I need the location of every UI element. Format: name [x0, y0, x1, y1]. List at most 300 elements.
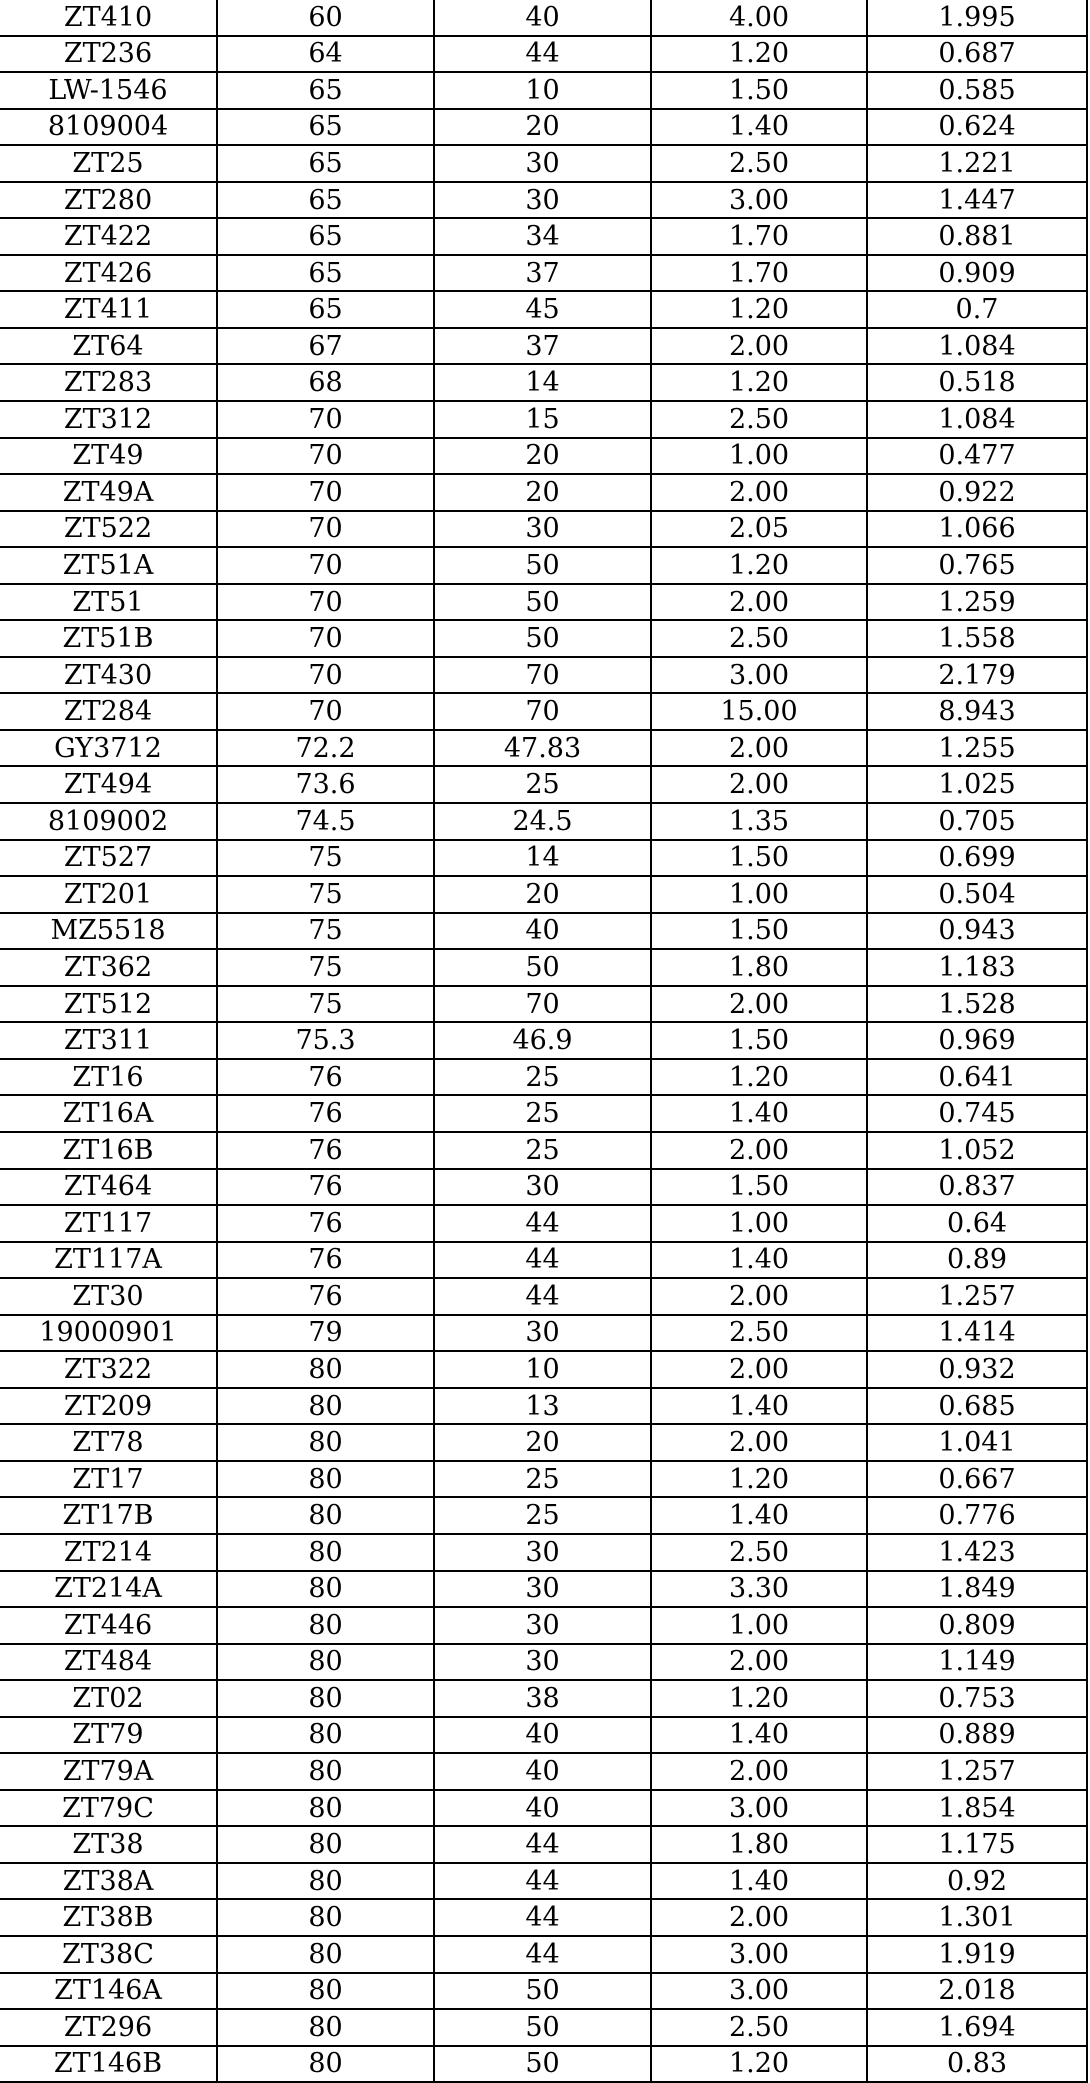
part-number-cell: ZT64: [0, 328, 217, 365]
table-row: [0, 1790, 1087, 1827]
dimension-a-cell: 70: [217, 657, 434, 694]
table-row: [0, 364, 1087, 401]
dimension-a-cell: 70: [217, 547, 434, 584]
thickness-cell: 1.20: [651, 2046, 867, 2083]
table-row: [0, 511, 1087, 548]
part-number-cell: ZT522: [0, 511, 217, 548]
table-row: [0, 1973, 1087, 2010]
dimension-a-cell: 70: [217, 693, 434, 730]
weight-cell: 1.919: [867, 1936, 1087, 1973]
table-row: [0, 693, 1087, 730]
table-row: [0, 1607, 1087, 1644]
table-row: [0, 401, 1087, 438]
table-row: [0, 986, 1087, 1023]
dimension-b-cell: 40: [434, 1753, 651, 1790]
thickness-cell: 1.40: [651, 1863, 867, 1900]
part-number-cell: ZT527: [0, 840, 217, 877]
dimension-a-cell: 65: [217, 218, 434, 255]
dimension-a-cell: 70: [217, 438, 434, 475]
weight-cell: 1.995: [867, 0, 1087, 36]
weight-cell: 1.259: [867, 584, 1087, 621]
thickness-cell: 1.40: [651, 1497, 867, 1534]
table-row: [0, 730, 1087, 767]
weight-cell: 1.084: [867, 328, 1087, 365]
dimension-b-cell: 70: [434, 986, 651, 1023]
dimension-b-cell: 25: [434, 1132, 651, 1169]
weight-cell: 1.849: [867, 1571, 1087, 1608]
dimension-b-cell: 70: [434, 657, 651, 694]
dimension-b-cell: 14: [434, 840, 651, 877]
weight-cell: 1.558: [867, 620, 1087, 657]
part-number-cell: ZT430: [0, 657, 217, 694]
weight-cell: 0.745: [867, 1095, 1087, 1132]
dimension-a-cell: 80: [217, 1973, 434, 2010]
dimension-b-cell: 40: [434, 1717, 651, 1754]
part-number-cell: ZT422: [0, 218, 217, 255]
weight-cell: 0.504: [867, 876, 1087, 913]
thickness-cell: 3.00: [651, 1973, 867, 2010]
thickness-cell: 1.20: [651, 547, 867, 584]
dimension-a-cell: 80: [217, 1717, 434, 1754]
table-row: [0, 1132, 1087, 1169]
table-row: [0, 1936, 1087, 1973]
weight-cell: 0.641: [867, 1059, 1087, 1096]
part-number-cell: ZT51B: [0, 620, 217, 657]
weight-cell: 0.685: [867, 1388, 1087, 1425]
table-row: [0, 1242, 1087, 1279]
table-row: [0, 1899, 1087, 1936]
dimension-b-cell: 30: [434, 1169, 651, 1206]
weight-cell: 1.175: [867, 1826, 1087, 1863]
thickness-cell: 4.00: [651, 0, 867, 36]
dimension-a-cell: 80: [217, 2009, 434, 2046]
part-number-cell: ZT146B: [0, 2046, 217, 2083]
dimension-b-cell: 30: [434, 145, 651, 182]
table-row: [0, 474, 1087, 511]
part-number-cell: ZT78: [0, 1424, 217, 1461]
part-number-cell: 8109002: [0, 803, 217, 840]
dimension-b-cell: 44: [434, 1205, 651, 1242]
part-number-cell: ZT284: [0, 693, 217, 730]
dimension-a-cell: 76: [217, 1169, 434, 1206]
part-number-cell: ZT214: [0, 1534, 217, 1571]
thickness-cell: 2.50: [651, 620, 867, 657]
dimension-b-cell: 15: [434, 401, 651, 438]
thickness-cell: 2.00: [651, 1753, 867, 1790]
thickness-cell: 1.20: [651, 364, 867, 401]
weight-cell: 1.257: [867, 1753, 1087, 1790]
dimension-a-cell: 80: [217, 1534, 434, 1571]
part-number-cell: ZT02: [0, 1680, 217, 1717]
part-number-cell: ZT16: [0, 1059, 217, 1096]
weight-cell: 1.528: [867, 986, 1087, 1023]
dimension-b-cell: 34: [434, 218, 651, 255]
table-row: [0, 2009, 1087, 2046]
weight-cell: 0.881: [867, 218, 1087, 255]
thickness-cell: 1.50: [651, 1169, 867, 1206]
part-number-cell: ZT236: [0, 36, 217, 73]
weight-cell: 0.7: [867, 291, 1087, 328]
thickness-cell: 1.70: [651, 255, 867, 292]
dimension-a-cell: 80: [217, 1826, 434, 1863]
dimension-a-cell: 75: [217, 840, 434, 877]
weight-cell: 0.585: [867, 72, 1087, 109]
dimension-a-cell: 80: [217, 1388, 434, 1425]
dimension-a-cell: 73.6: [217, 766, 434, 803]
dimension-a-cell: 80: [217, 1644, 434, 1681]
weight-cell: 0.699: [867, 840, 1087, 877]
part-number-cell: ZT17B: [0, 1497, 217, 1534]
thickness-cell: 2.00: [651, 1899, 867, 1936]
table-row: [0, 1388, 1087, 1425]
table-row: [0, 328, 1087, 365]
table-row: [0, 1753, 1087, 1790]
dimension-b-cell: 38: [434, 1680, 651, 1717]
dimension-b-cell: 44: [434, 36, 651, 73]
part-number-cell: ZT79A: [0, 1753, 217, 1790]
dimension-b-cell: 25: [434, 766, 651, 803]
part-number-cell: ZT311: [0, 1022, 217, 1059]
table-row: [0, 803, 1087, 840]
part-number-cell: LW-1546: [0, 72, 217, 109]
table-row: [0, 1680, 1087, 1717]
weight-cell: 0.969: [867, 1022, 1087, 1059]
part-number-cell: ZT16A: [0, 1095, 217, 1132]
dimension-b-cell: 46.9: [434, 1022, 651, 1059]
weight-cell: 0.753: [867, 1680, 1087, 1717]
dimension-b-cell: 50: [434, 2009, 651, 2046]
table-row: [0, 949, 1087, 986]
weight-cell: 0.889: [867, 1717, 1087, 1754]
dimension-a-cell: 76: [217, 1132, 434, 1169]
weight-cell: 1.052: [867, 1132, 1087, 1169]
weight-cell: 1.414: [867, 1315, 1087, 1352]
dimension-b-cell: 30: [434, 1571, 651, 1608]
dimension-a-cell: 72.2: [217, 730, 434, 767]
part-number-cell: ZT117A: [0, 1242, 217, 1279]
table-row: [0, 1826, 1087, 1863]
table-row: [0, 1644, 1087, 1681]
thickness-cell: 2.00: [651, 986, 867, 1023]
thickness-cell: 2.00: [651, 474, 867, 511]
part-number-cell: ZT214A: [0, 1571, 217, 1608]
part-number-cell: ZT79C: [0, 1790, 217, 1827]
dimension-a-cell: 80: [217, 1680, 434, 1717]
dimension-a-cell: 64: [217, 36, 434, 73]
dimension-b-cell: 47.83: [434, 730, 651, 767]
dimension-a-cell: 76: [217, 1242, 434, 1279]
dimension-b-cell: 44: [434, 1278, 651, 1315]
dimension-a-cell: 80: [217, 1753, 434, 1790]
table-row: [0, 584, 1087, 621]
part-number-cell: MZ5518: [0, 913, 217, 950]
weight-cell: 8.943: [867, 693, 1087, 730]
table-row: [0, 1351, 1087, 1388]
dimension-b-cell: 70: [434, 693, 651, 730]
weight-cell: 0.922: [867, 474, 1087, 511]
dimension-b-cell: 44: [434, 1863, 651, 1900]
part-number-cell: 8109004: [0, 109, 217, 146]
dimension-a-cell: 65: [217, 72, 434, 109]
weight-cell: 1.694: [867, 2009, 1087, 2046]
thickness-cell: 1.80: [651, 949, 867, 986]
dimension-b-cell: 14: [434, 364, 651, 401]
weight-cell: 1.149: [867, 1644, 1087, 1681]
table-row: [0, 913, 1087, 950]
thickness-cell: 1.20: [651, 36, 867, 73]
dimension-b-cell: 20: [434, 109, 651, 146]
thickness-cell: 3.00: [651, 1790, 867, 1827]
thickness-cell: 3.00: [651, 182, 867, 219]
weight-cell: 0.943: [867, 913, 1087, 950]
table-row: [0, 657, 1087, 694]
thickness-cell: 1.20: [651, 1680, 867, 1717]
dimension-a-cell: 80: [217, 1936, 434, 1973]
dimension-a-cell: 76: [217, 1095, 434, 1132]
table-row: [0, 72, 1087, 109]
weight-cell: 1.183: [867, 949, 1087, 986]
part-number-cell: ZT209: [0, 1388, 217, 1425]
part-number-cell: ZT362: [0, 949, 217, 986]
thickness-cell: 2.50: [651, 2009, 867, 2046]
dimension-b-cell: 30: [434, 1534, 651, 1571]
dimension-a-cell: 80: [217, 1351, 434, 1388]
thickness-cell: 1.00: [651, 438, 867, 475]
dimension-b-cell: 50: [434, 620, 651, 657]
thickness-cell: 2.00: [651, 1424, 867, 1461]
weight-cell: 1.447: [867, 182, 1087, 219]
part-number-cell: ZT494: [0, 766, 217, 803]
part-number-cell: ZT426: [0, 255, 217, 292]
thickness-cell: 1.20: [651, 1461, 867, 1498]
weight-cell: 0.776: [867, 1497, 1087, 1534]
dimension-b-cell: 30: [434, 1315, 651, 1352]
dimension-b-cell: 25: [434, 1461, 651, 1498]
part-number-cell: ZT411: [0, 291, 217, 328]
part-number-cell: ZT296: [0, 2009, 217, 2046]
table-row: [0, 1095, 1087, 1132]
thickness-cell: 2.00: [651, 730, 867, 767]
dimension-b-cell: 20: [434, 1424, 651, 1461]
thickness-cell: 2.50: [651, 1534, 867, 1571]
weight-cell: 0.909: [867, 255, 1087, 292]
thickness-cell: 1.50: [651, 840, 867, 877]
part-number-cell: ZT484: [0, 1644, 217, 1681]
dimension-b-cell: 50: [434, 584, 651, 621]
table-row: [0, 218, 1087, 255]
dimension-a-cell: 74.5: [217, 803, 434, 840]
part-number-cell: ZT16B: [0, 1132, 217, 1169]
dimension-b-cell: 24.5: [434, 803, 651, 840]
weight-cell: 1.066: [867, 511, 1087, 548]
part-number-cell: ZT17: [0, 1461, 217, 1498]
thickness-cell: 2.00: [651, 766, 867, 803]
weight-cell: 2.179: [867, 657, 1087, 694]
thickness-cell: 2.00: [651, 1132, 867, 1169]
part-number-cell: ZT38C: [0, 1936, 217, 1973]
table-row: [0, 1497, 1087, 1534]
table-row: [0, 109, 1087, 146]
thickness-cell: 1.00: [651, 1607, 867, 1644]
dimension-b-cell: 25: [434, 1095, 651, 1132]
table-row: [0, 145, 1087, 182]
dimension-a-cell: 70: [217, 584, 434, 621]
table-row: [0, 1717, 1087, 1754]
weight-cell: 0.477: [867, 438, 1087, 475]
dimension-a-cell: 75: [217, 986, 434, 1023]
dimension-b-cell: 44: [434, 1899, 651, 1936]
table-row: [0, 547, 1087, 584]
dimension-b-cell: 25: [434, 1059, 651, 1096]
dimension-a-cell: 80: [217, 1497, 434, 1534]
dimension-a-cell: 76: [217, 1205, 434, 1242]
weight-cell: 0.705: [867, 803, 1087, 840]
thickness-cell: 1.50: [651, 913, 867, 950]
table-row: [0, 1278, 1087, 1315]
dimension-a-cell: 75.3: [217, 1022, 434, 1059]
dimension-a-cell: 65: [217, 182, 434, 219]
dimension-b-cell: 50: [434, 547, 651, 584]
weight-cell: 1.221: [867, 145, 1087, 182]
part-number-cell: ZT38A: [0, 1863, 217, 1900]
dimension-a-cell: 80: [217, 1899, 434, 1936]
table-row: [0, 1205, 1087, 1242]
dimension-b-cell: 44: [434, 1826, 651, 1863]
part-number-cell: ZT201: [0, 876, 217, 913]
table-row: [0, 182, 1087, 219]
table-row: [0, 1534, 1087, 1571]
thickness-cell: 2.00: [651, 1278, 867, 1315]
table-row: [0, 766, 1087, 803]
part-number-cell: ZT51A: [0, 547, 217, 584]
dimension-a-cell: 79: [217, 1315, 434, 1352]
part-number-cell: ZT464: [0, 1169, 217, 1206]
dimension-b-cell: 37: [434, 328, 651, 365]
part-number-cell: ZT30: [0, 1278, 217, 1315]
weight-cell: 1.257: [867, 1278, 1087, 1315]
weight-cell: 0.64: [867, 1205, 1087, 1242]
part-number-cell: ZT146A: [0, 1973, 217, 2010]
thickness-cell: 2.50: [651, 401, 867, 438]
dimension-b-cell: 50: [434, 1973, 651, 2010]
thickness-cell: 1.40: [651, 1717, 867, 1754]
part-number-cell: ZT446: [0, 1607, 217, 1644]
dimension-b-cell: 25: [434, 1497, 651, 1534]
dimension-b-cell: 30: [434, 1607, 651, 1644]
thickness-cell: 2.50: [651, 145, 867, 182]
thickness-cell: 2.00: [651, 584, 867, 621]
dimension-a-cell: 80: [217, 1863, 434, 1900]
table-row: [0, 1461, 1087, 1498]
dimension-a-cell: 80: [217, 2046, 434, 2083]
table-row: [0, 1059, 1087, 1096]
table-row: [0, 876, 1087, 913]
dimension-b-cell: 50: [434, 949, 651, 986]
table-row: [0, 1169, 1087, 1206]
part-number-cell: ZT49A: [0, 474, 217, 511]
thickness-cell: 1.40: [651, 109, 867, 146]
weight-cell: 1.025: [867, 766, 1087, 803]
dimension-a-cell: 65: [217, 291, 434, 328]
weight-cell: 0.667: [867, 1461, 1087, 1498]
thickness-cell: 2.00: [651, 1644, 867, 1681]
dimension-b-cell: 45: [434, 291, 651, 328]
weight-cell: 1.301: [867, 1899, 1087, 1936]
dimension-a-cell: 68: [217, 364, 434, 401]
dimension-a-cell: 80: [217, 1461, 434, 1498]
dimension-a-cell: 75: [217, 913, 434, 950]
thickness-cell: 1.50: [651, 1022, 867, 1059]
dimension-b-cell: 44: [434, 1242, 651, 1279]
table-row: [0, 0, 1087, 36]
thickness-cell: 3.00: [651, 657, 867, 694]
weight-cell: 0.687: [867, 36, 1087, 73]
weight-cell: 0.932: [867, 1351, 1087, 1388]
weight-cell: 1.084: [867, 401, 1087, 438]
thickness-cell: 1.20: [651, 1059, 867, 1096]
part-number-cell: ZT117: [0, 1205, 217, 1242]
table-row: [0, 438, 1087, 475]
dimension-b-cell: 10: [434, 1351, 651, 1388]
table-row: [0, 291, 1087, 328]
dimension-a-cell: 60: [217, 0, 434, 36]
dimension-a-cell: 70: [217, 620, 434, 657]
table-row: [0, 1315, 1087, 1352]
dimension-b-cell: 30: [434, 182, 651, 219]
dimension-a-cell: 70: [217, 401, 434, 438]
dimension-a-cell: 65: [217, 255, 434, 292]
table-row: [0, 2046, 1087, 2083]
dimension-a-cell: 70: [217, 474, 434, 511]
dimension-a-cell: 67: [217, 328, 434, 365]
thickness-cell: 1.40: [651, 1095, 867, 1132]
table-row: [0, 36, 1087, 73]
thickness-cell: 2.00: [651, 1351, 867, 1388]
dimension-a-cell: 75: [217, 876, 434, 913]
weight-cell: 2.018: [867, 1973, 1087, 2010]
weight-cell: 0.518: [867, 364, 1087, 401]
weight-cell: 0.765: [867, 547, 1087, 584]
part-number-cell: ZT283: [0, 364, 217, 401]
thickness-cell: 3.30: [651, 1571, 867, 1608]
dimension-b-cell: 20: [434, 876, 651, 913]
thickness-cell: 2.00: [651, 328, 867, 365]
weight-cell: 0.624: [867, 109, 1087, 146]
dimension-b-cell: 44: [434, 1936, 651, 1973]
dimension-b-cell: 13: [434, 1388, 651, 1425]
table-row: [0, 1424, 1087, 1461]
part-number-cell: ZT280: [0, 182, 217, 219]
weight-cell: 0.83: [867, 2046, 1087, 2083]
weight-cell: 0.89: [867, 1242, 1087, 1279]
thickness-cell: 15.00: [651, 693, 867, 730]
weight-cell: 0.809: [867, 1607, 1087, 1644]
thickness-cell: 1.20: [651, 291, 867, 328]
dimension-a-cell: 70: [217, 511, 434, 548]
dimension-a-cell: 75: [217, 949, 434, 986]
table-row: [0, 1571, 1087, 1608]
table-row: [0, 1863, 1087, 1900]
dimension-a-cell: 65: [217, 109, 434, 146]
dimension-a-cell: 80: [217, 1790, 434, 1827]
dimension-b-cell: 50: [434, 2046, 651, 2083]
thickness-cell: 1.35: [651, 803, 867, 840]
part-number-cell: ZT322: [0, 1351, 217, 1388]
table-row: [0, 255, 1087, 292]
weight-cell: 0.92: [867, 1863, 1087, 1900]
part-number-cell: ZT25: [0, 145, 217, 182]
dimension-b-cell: 10: [434, 72, 651, 109]
